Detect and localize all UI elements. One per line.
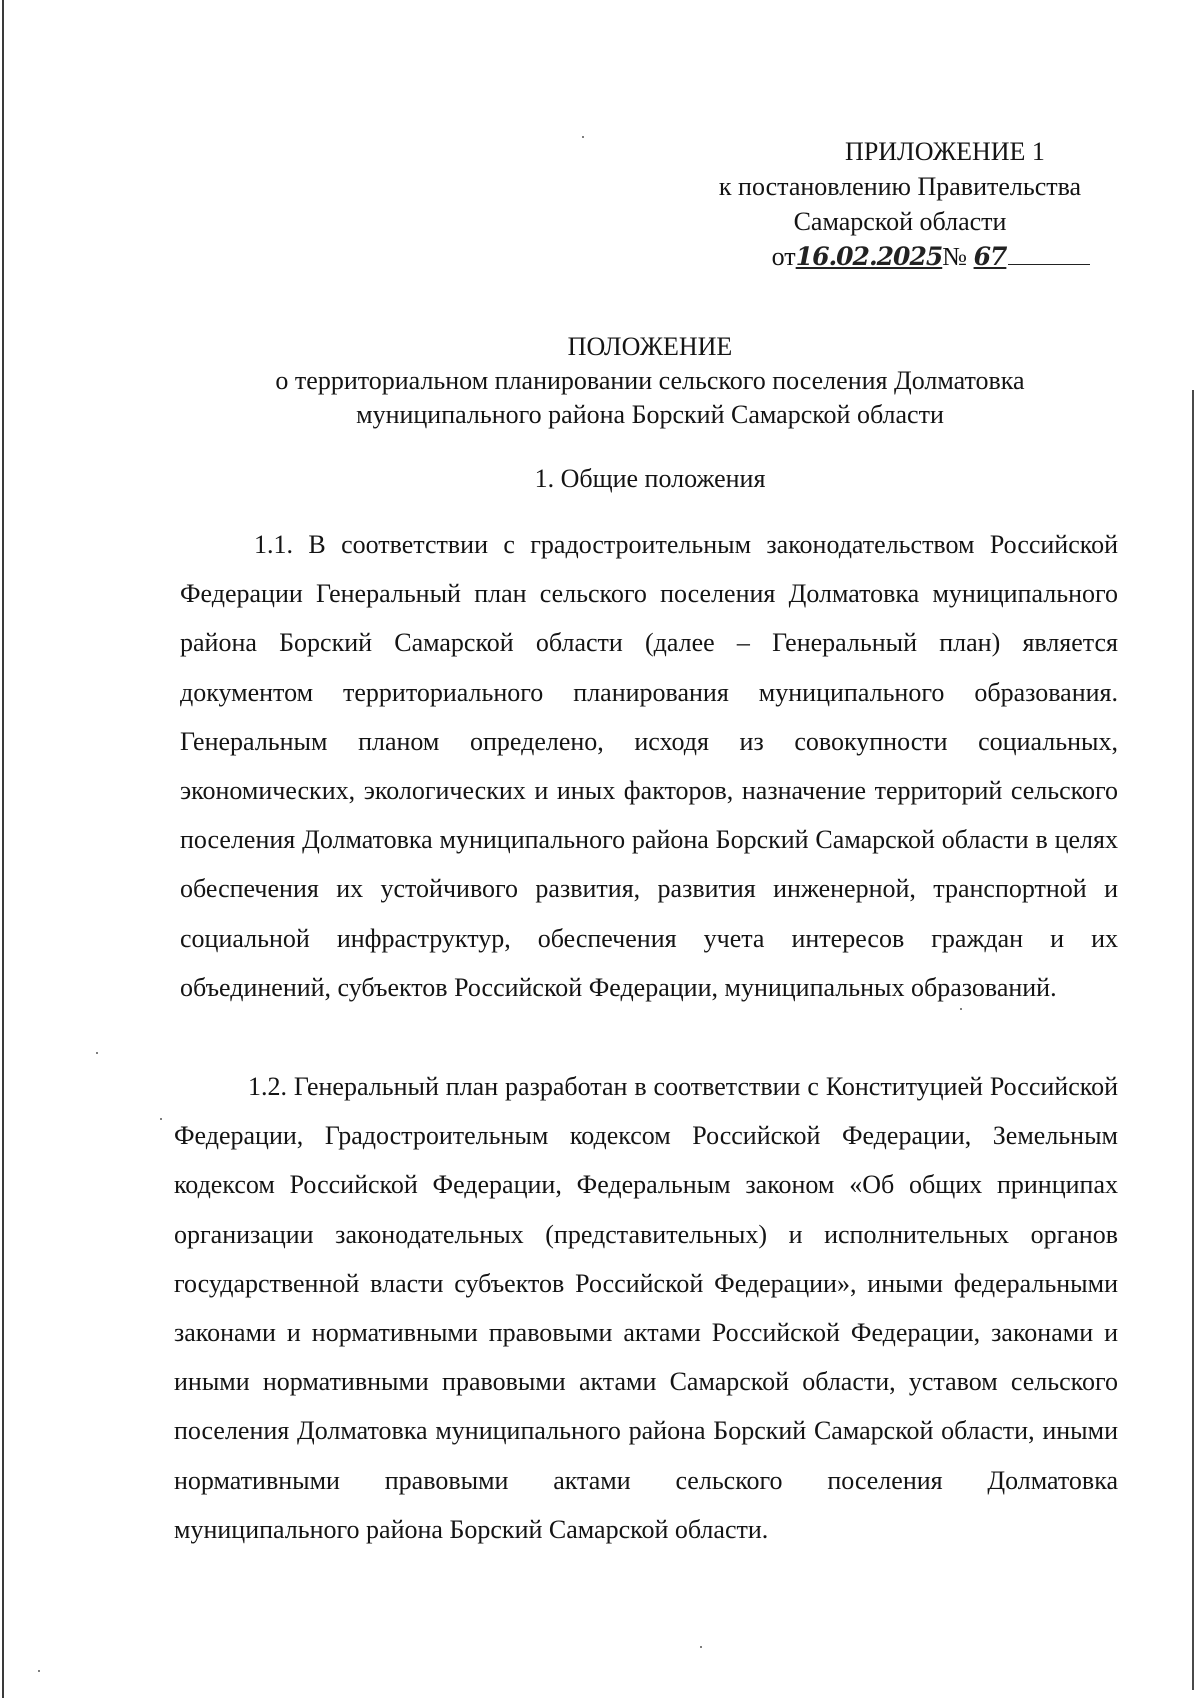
appendix-title: ПРИЛОЖЕНИЕ 1 (845, 137, 1045, 166)
scan-speck (38, 1670, 40, 1672)
number-underline (1008, 264, 1090, 265)
paragraph-1-2: 1.2. Генеральный план разработан в соответствии с Конституцией Российской Федерации, Градостроительным кодексом Российской Федерации, Земельным кодексом Российской Федерации, Федеральным законом «Об общих принципах организации законодательных (представительных) и исполнительных органов государственной власти субъектов Российской Федерации», иными федеральными законами и нормативными правовыми актами Российской Федерации, законами и иными нормативными правовыми актами Самарской области, уставом сельского поселения Долматовка муниципального района Борский Самарской области, иными нормативными правовыми актами сельского поселения Долматовка муниципального района Борский Самарской области. (174, 1072, 1118, 1544)
handwritten-date: 16.02.2025 (795, 242, 943, 271)
number-prefix: № (942, 242, 968, 271)
scan-speck (96, 1052, 98, 1054)
scan-speck (582, 136, 584, 138)
scan-left-edge (2, 0, 4, 1698)
order-date-number (710, 239, 1091, 274)
paragraph-1-1: 1.1. В соответствии с градостроительным законодательством Российской Федерации Генеральный план сельского поселения Долматовка муниципального района Борский Самарской области (далее – Генеральный план) является документом территориального планирования муниципального образования. Генеральным планом определено, исходя из совокупности социальных, экономических, экологических и иных факторов, назначение территорий сельского поселения Долматовка муниципального района Борский Самарской области в целях обеспечения их устойчивого развития, развития инженерной, транспортной и социальной инфраструктур, обеспечения учета интересов граждан и их объединений, субъектов Российской Федерации, муниципальных образований. (180, 530, 1118, 1002)
scan-speck (700, 1646, 702, 1648)
handwritten-number: 67 (973, 242, 1007, 271)
scan-speck (160, 1118, 162, 1120)
section-heading: 1. Общие положения (534, 464, 766, 493)
appendix-resolution-line: к постановлению Правительства (718, 172, 1082, 201)
document-title-block (180, 330, 1120, 432)
scan-right-edge (1192, 390, 1194, 1690)
document-subtitle-line1: о территориальном планировании сельского поселения Долматовка (275, 366, 1025, 395)
document-subtitle-line2: муниципального района Борский Самарской области (356, 400, 944, 429)
date-prefix: от (771, 242, 796, 271)
appendix-header (680, 134, 1120, 274)
document-title: ПОЛОЖЕНИЕ (567, 332, 733, 361)
appendix-region-line: Самарской области (793, 207, 1007, 236)
